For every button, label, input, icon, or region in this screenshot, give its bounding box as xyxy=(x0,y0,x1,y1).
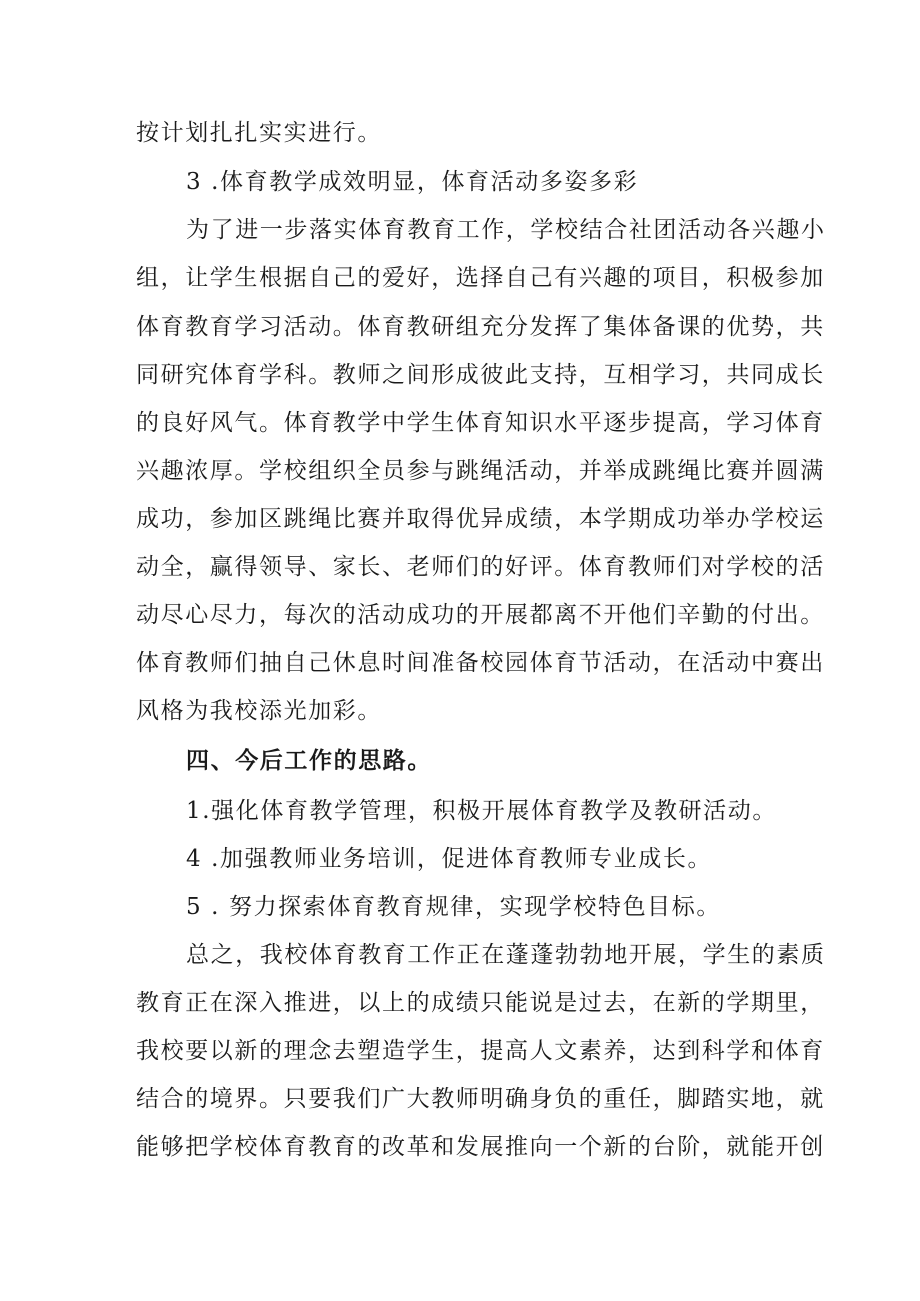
list-item: 1.强化体育教学管理，积极开展体育教学及教研活动。 xyxy=(186,798,777,824)
text-line: 为了进一步落实体育教育工作，学校结合社团活动各兴趣小 xyxy=(186,217,826,243)
section-heading: 四、今后工作的思路。 xyxy=(186,748,432,774)
text-line: 动尽心尽力，每次的活动成功的开展都离不开他们辛勤的付出。 xyxy=(136,602,825,628)
subsection-title: 3 .体育教学成效明显，体育活动多姿多彩 xyxy=(186,169,639,195)
text-line: 我校要以新的理念去塑造学生，提高人文素养，达到科学和体育 xyxy=(136,1038,825,1064)
text-line: 动全，赢得领导、家长、老师们的好评。体育教师们对学校的活 xyxy=(136,554,825,580)
text-line: 兴趣浓厚。学校组织全员参与跳绳活动，并举成跳绳比赛并圆满 xyxy=(136,458,825,484)
text-line: 的良好风气。体育教学中学生体育知识水平逐步提高，学习体育 xyxy=(136,410,825,436)
text-line: 成功，参加区跳绳比赛并取得优异成绩，本学期成功举办学校运 xyxy=(136,506,825,532)
list-item: 4 .加强教师业务培训，促进体育教师专业成长。 xyxy=(186,846,713,872)
text-line: 同研究体育学科。教师之间形成彼此支持，互相学习，共同成长 xyxy=(136,362,825,388)
text-line: 教育正在深入推进，以上的成绩只能说是过去，在新的学期里， xyxy=(136,990,825,1016)
text-line: 风格为我校添光加彩。 xyxy=(136,698,382,724)
text-line: 组，让学生根据自己的爱好，选择自己有兴趣的项目，积极参加 xyxy=(136,265,825,291)
text-line: 能够把学校体育教育的改革和发展推向一个新的台阶，就能开创 xyxy=(136,1134,825,1160)
text-line: 按计划扎扎实实进行。 xyxy=(136,120,382,146)
text-line: 结合的境界。只要我们广大教师明确身负的重任，脚踏实地，就 xyxy=(136,1086,825,1112)
text-line: 总之，我校体育教育工作正在蓬蓬勃勃地开展，学生的素质 xyxy=(186,942,826,968)
text-line: 体育教师们抽自己休息时间准备校园体育节活动，在活动中赛出 xyxy=(136,650,825,676)
list-item: 5 . 努力探索体育教育规律，实现学校特色目标。 xyxy=(186,894,721,920)
text-line: 体育教育学习活动。体育教研组充分发挥了集体备课的优势，共 xyxy=(136,314,825,340)
